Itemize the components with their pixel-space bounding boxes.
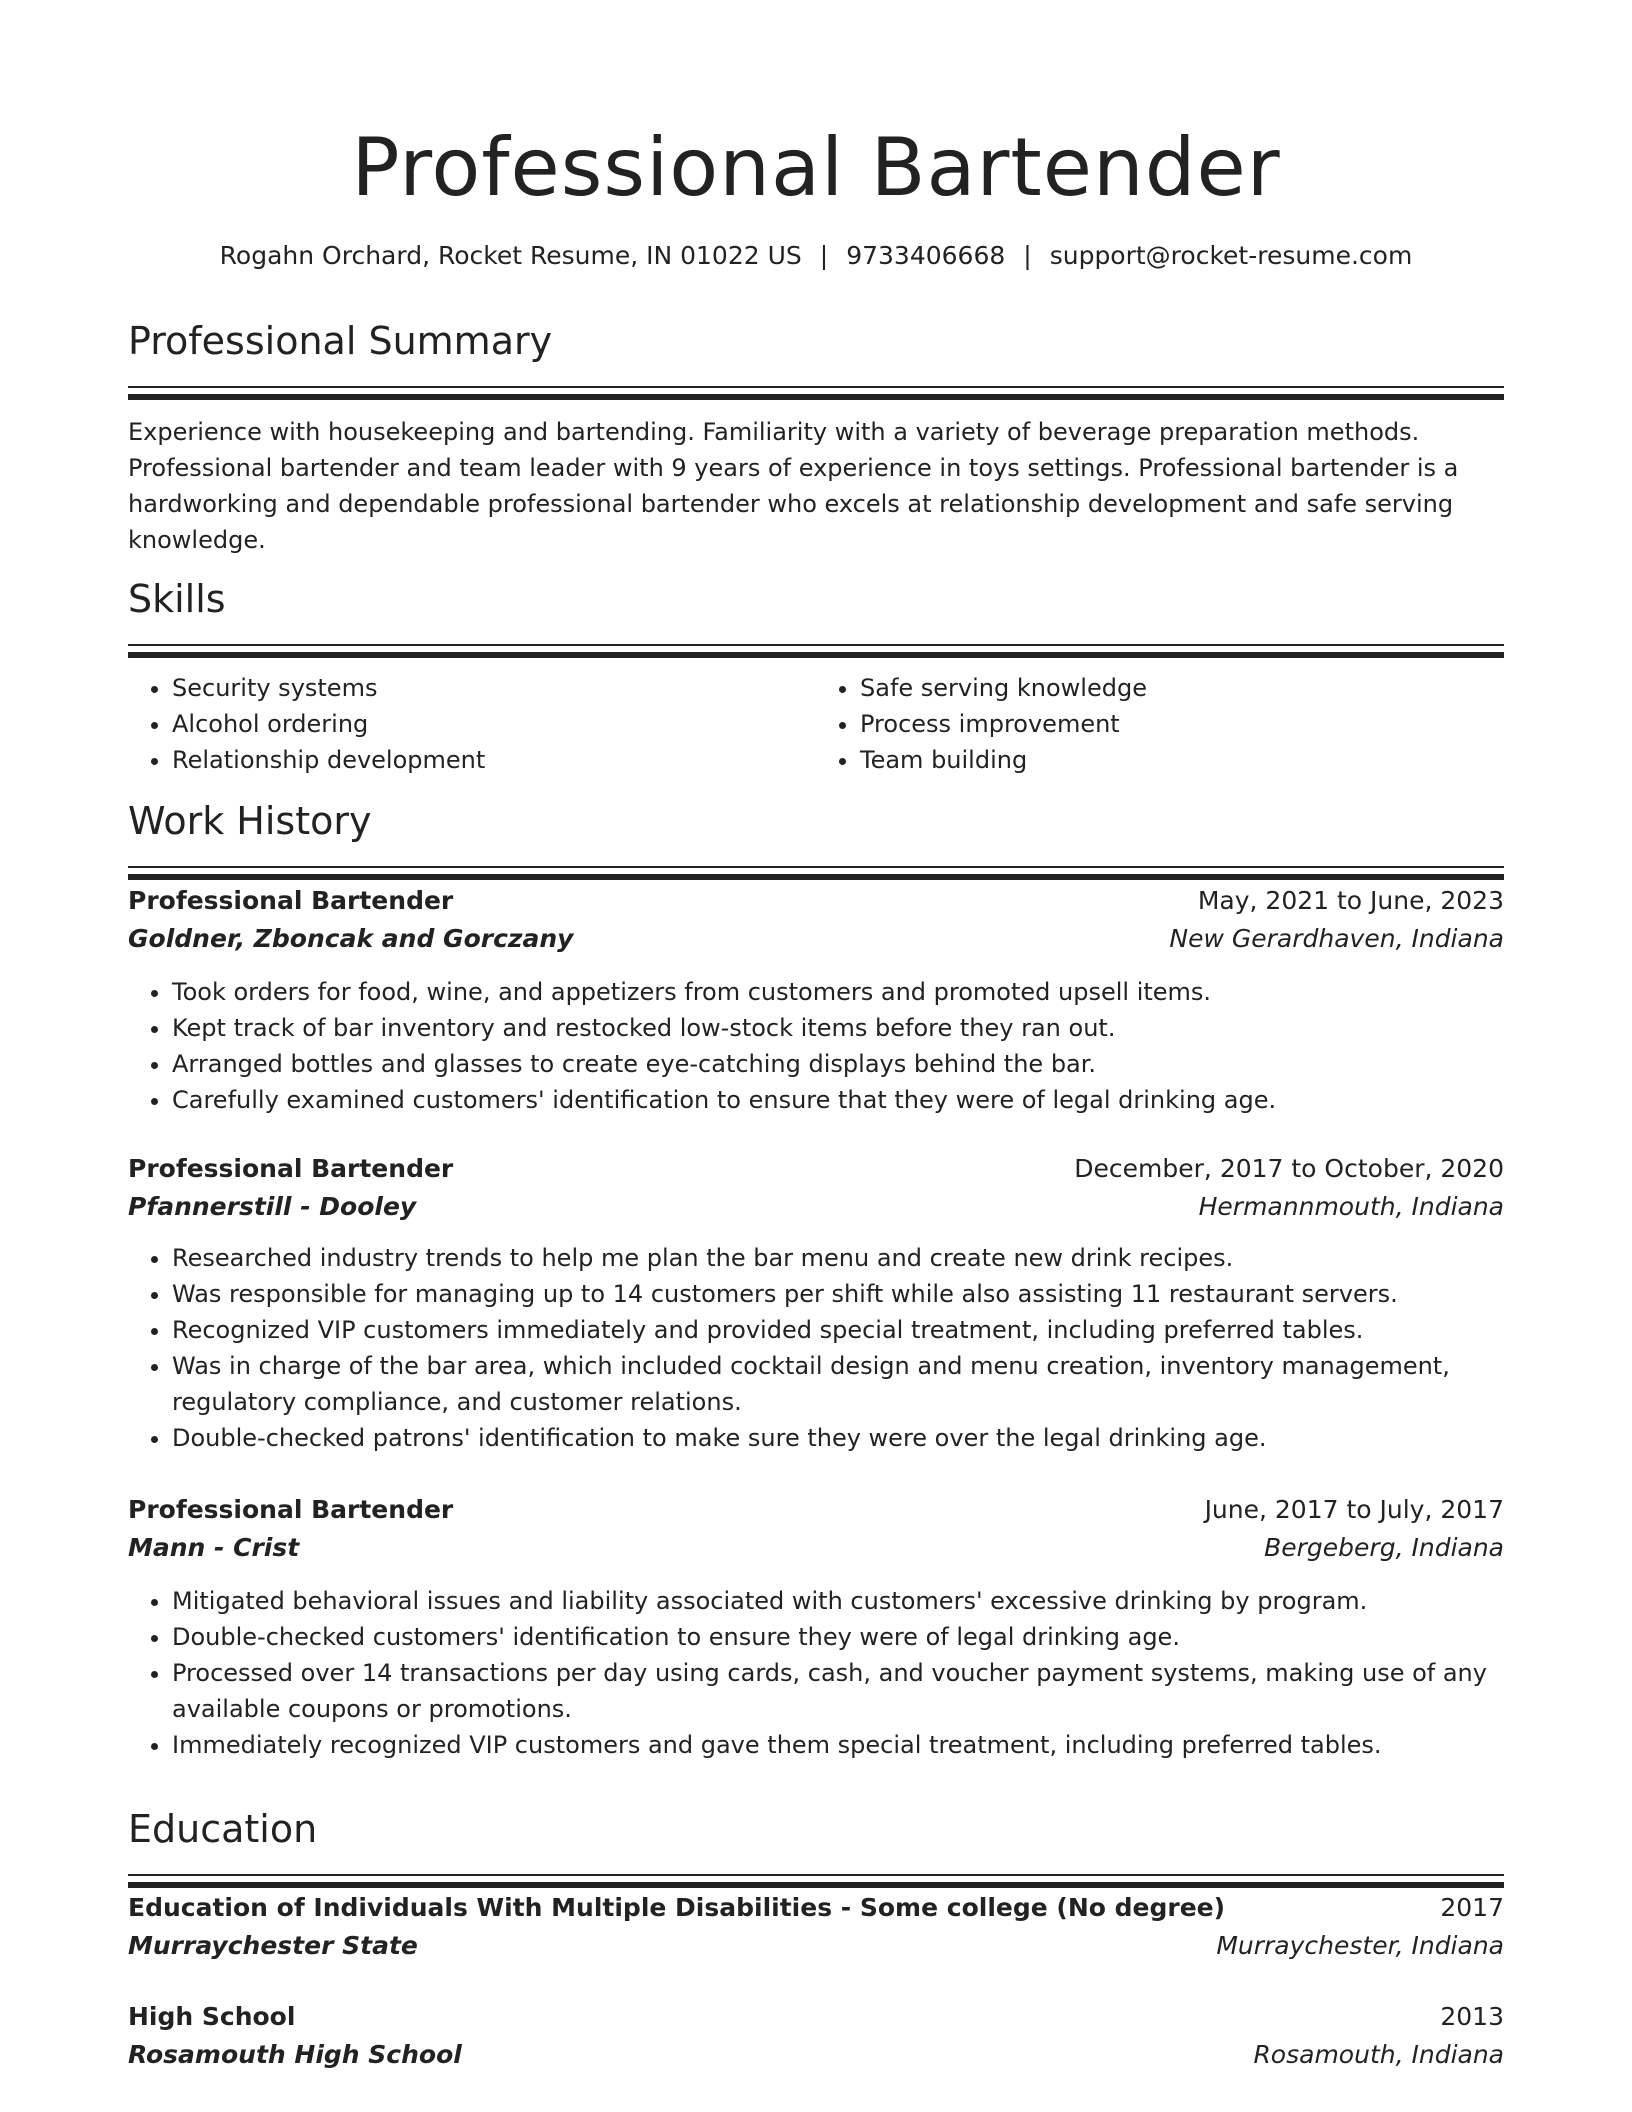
section-divider [128, 386, 1504, 400]
job-bullet: • Researched industry trends to help me plan the bar menu and create new drink recipes. [172, 1240, 1504, 1276]
job-bullet: • Mitigated behavioral issues and liability associated with customers' excessive drinking by program. [172, 1583, 1504, 1619]
skills-section [128, 576, 1504, 778]
education-year: 2013 [1440, 2002, 1504, 2031]
work-history-section [128, 798, 1504, 880]
job-bullets [128, 974, 1504, 1118]
job-title: Professional Bartender [128, 886, 454, 915]
job-bullet: • Kept track of bar inventory and restocked low-stock items before they ran out. [172, 1010, 1504, 1046]
candidate-name: Professional Bartender [351, 121, 1281, 214]
job-dates: May, 2021 to June, 2023 [1197, 886, 1504, 915]
education-location: Rosamouth, Indiana [1253, 2040, 1504, 2069]
job-company: Mann - Crist [128, 1533, 300, 1562]
job-bullet: • Immediately recognized VIP customers and gave them special treatment, including preferred tables. [172, 1727, 1504, 1763]
education-degree: Education of Individuals With Multiple Disabilities - Some college (No degree) [128, 1893, 1226, 1922]
skill-item: • Relationship development [172, 742, 816, 778]
contact-address: Rogahn Orchard, Rocket Resume, IN 01022 US [219, 241, 802, 270]
section-title: Professional Summary [128, 319, 553, 363]
job-company: Goldner, Zboncak and Gorczany [128, 924, 574, 953]
education-entry [128, 1889, 1504, 1965]
job-entry [128, 882, 1504, 1118]
section-divider [128, 1874, 1504, 1888]
skill-item: • Security systems [172, 670, 816, 706]
job-dates: June, 2017 to July, 2017 [1204, 1495, 1504, 1524]
contact-separator: | [1023, 241, 1032, 270]
contact-line [128, 238, 1504, 274]
job-dates: December, 2017 to October, 2020 [1074, 1154, 1504, 1183]
summary-text: Experience with housekeeping and bartending. Familiarity with a variety of beverage preparation methods. Professional bartender and team leader with 9 years of experience in toys settings. Professional bartender is a hardworking and dependable professional bartender who excels at relationship development and safe serving knowledge. [128, 418, 1459, 554]
section-divider [128, 644, 1504, 658]
section-divider [128, 866, 1504, 880]
job-bullet: • Double-checked patrons' identification to make sure they were over the legal drinking age. [172, 1420, 1504, 1456]
job-bullet: • Double-checked customers' identification to ensure they were of legal drinking age. [172, 1619, 1504, 1655]
job-bullets [128, 1240, 1504, 1456]
contact-phone: 9733406668 [846, 241, 1006, 270]
education-section [128, 1806, 1504, 1888]
section-title: Skills [128, 577, 226, 621]
contact-separator: | [819, 241, 829, 270]
section-title: Work History [128, 799, 372, 843]
job-bullet: • Was responsible for managing up to 14 customers per shift while also assisting 11 restaurant servers. [172, 1276, 1504, 1312]
contact-email: support@rocket-resume.com [1049, 241, 1413, 270]
job-bullet: • Took orders for food, wine, and appetizers from customers and promoted upsell items. [172, 974, 1504, 1010]
skill-item: • Process improvement [860, 706, 1504, 742]
education-year: 2017 [1440, 1893, 1504, 1922]
job-bullet: • Recognized VIP customers immediately and provided special treatment, including preferred tables. [172, 1312, 1504, 1348]
education-location: Murraychester, Indiana [1216, 1931, 1504, 1960]
job-location: Bergeberg, Indiana [1264, 1533, 1504, 1562]
education-entry [128, 1998, 1504, 2074]
section-title: Education [128, 1807, 318, 1851]
job-bullet: • Was in charge of the bar area, which included cocktail design and menu creation, inventory management, regulatory compliance, and customer relations. [172, 1348, 1504, 1420]
job-bullet: • Carefully examined customers' identification to ensure that they were of legal drinking age. [172, 1082, 1504, 1118]
job-bullet: • Arranged bottles and glasses to create eye-catching displays behind the bar. [172, 1046, 1504, 1082]
job-title: Professional Bartender [128, 1495, 454, 1524]
job-entry [128, 1491, 1504, 1763]
skills-list-left [128, 670, 816, 778]
job-location: New Gerardhaven, Indiana [1169, 924, 1504, 953]
skill-item: • Team building [860, 742, 1504, 778]
skill-item: • Safe serving knowledge [860, 670, 1504, 706]
education-degree: High School [128, 2002, 296, 2031]
job-entry [128, 1150, 1504, 1456]
education-school: Rosamouth High School [128, 2040, 462, 2069]
skills-list-right [816, 670, 1504, 778]
education-school: Murraychester State [128, 1931, 418, 1960]
skills-columns [128, 670, 1504, 778]
job-location: Hermannmouth, Indiana [1198, 1192, 1504, 1221]
job-bullet: • Processed over 14 transactions per day using cards, cash, and voucher payment systems, making use of any available coupons or promotions. [172, 1655, 1504, 1727]
job-bullets [128, 1583, 1504, 1763]
job-title: Professional Bartender [128, 1154, 454, 1183]
job-company: Pfannerstill - Dooley [128, 1192, 417, 1221]
skill-item: • Alcohol ordering [172, 706, 816, 742]
summary-section [128, 318, 1504, 558]
